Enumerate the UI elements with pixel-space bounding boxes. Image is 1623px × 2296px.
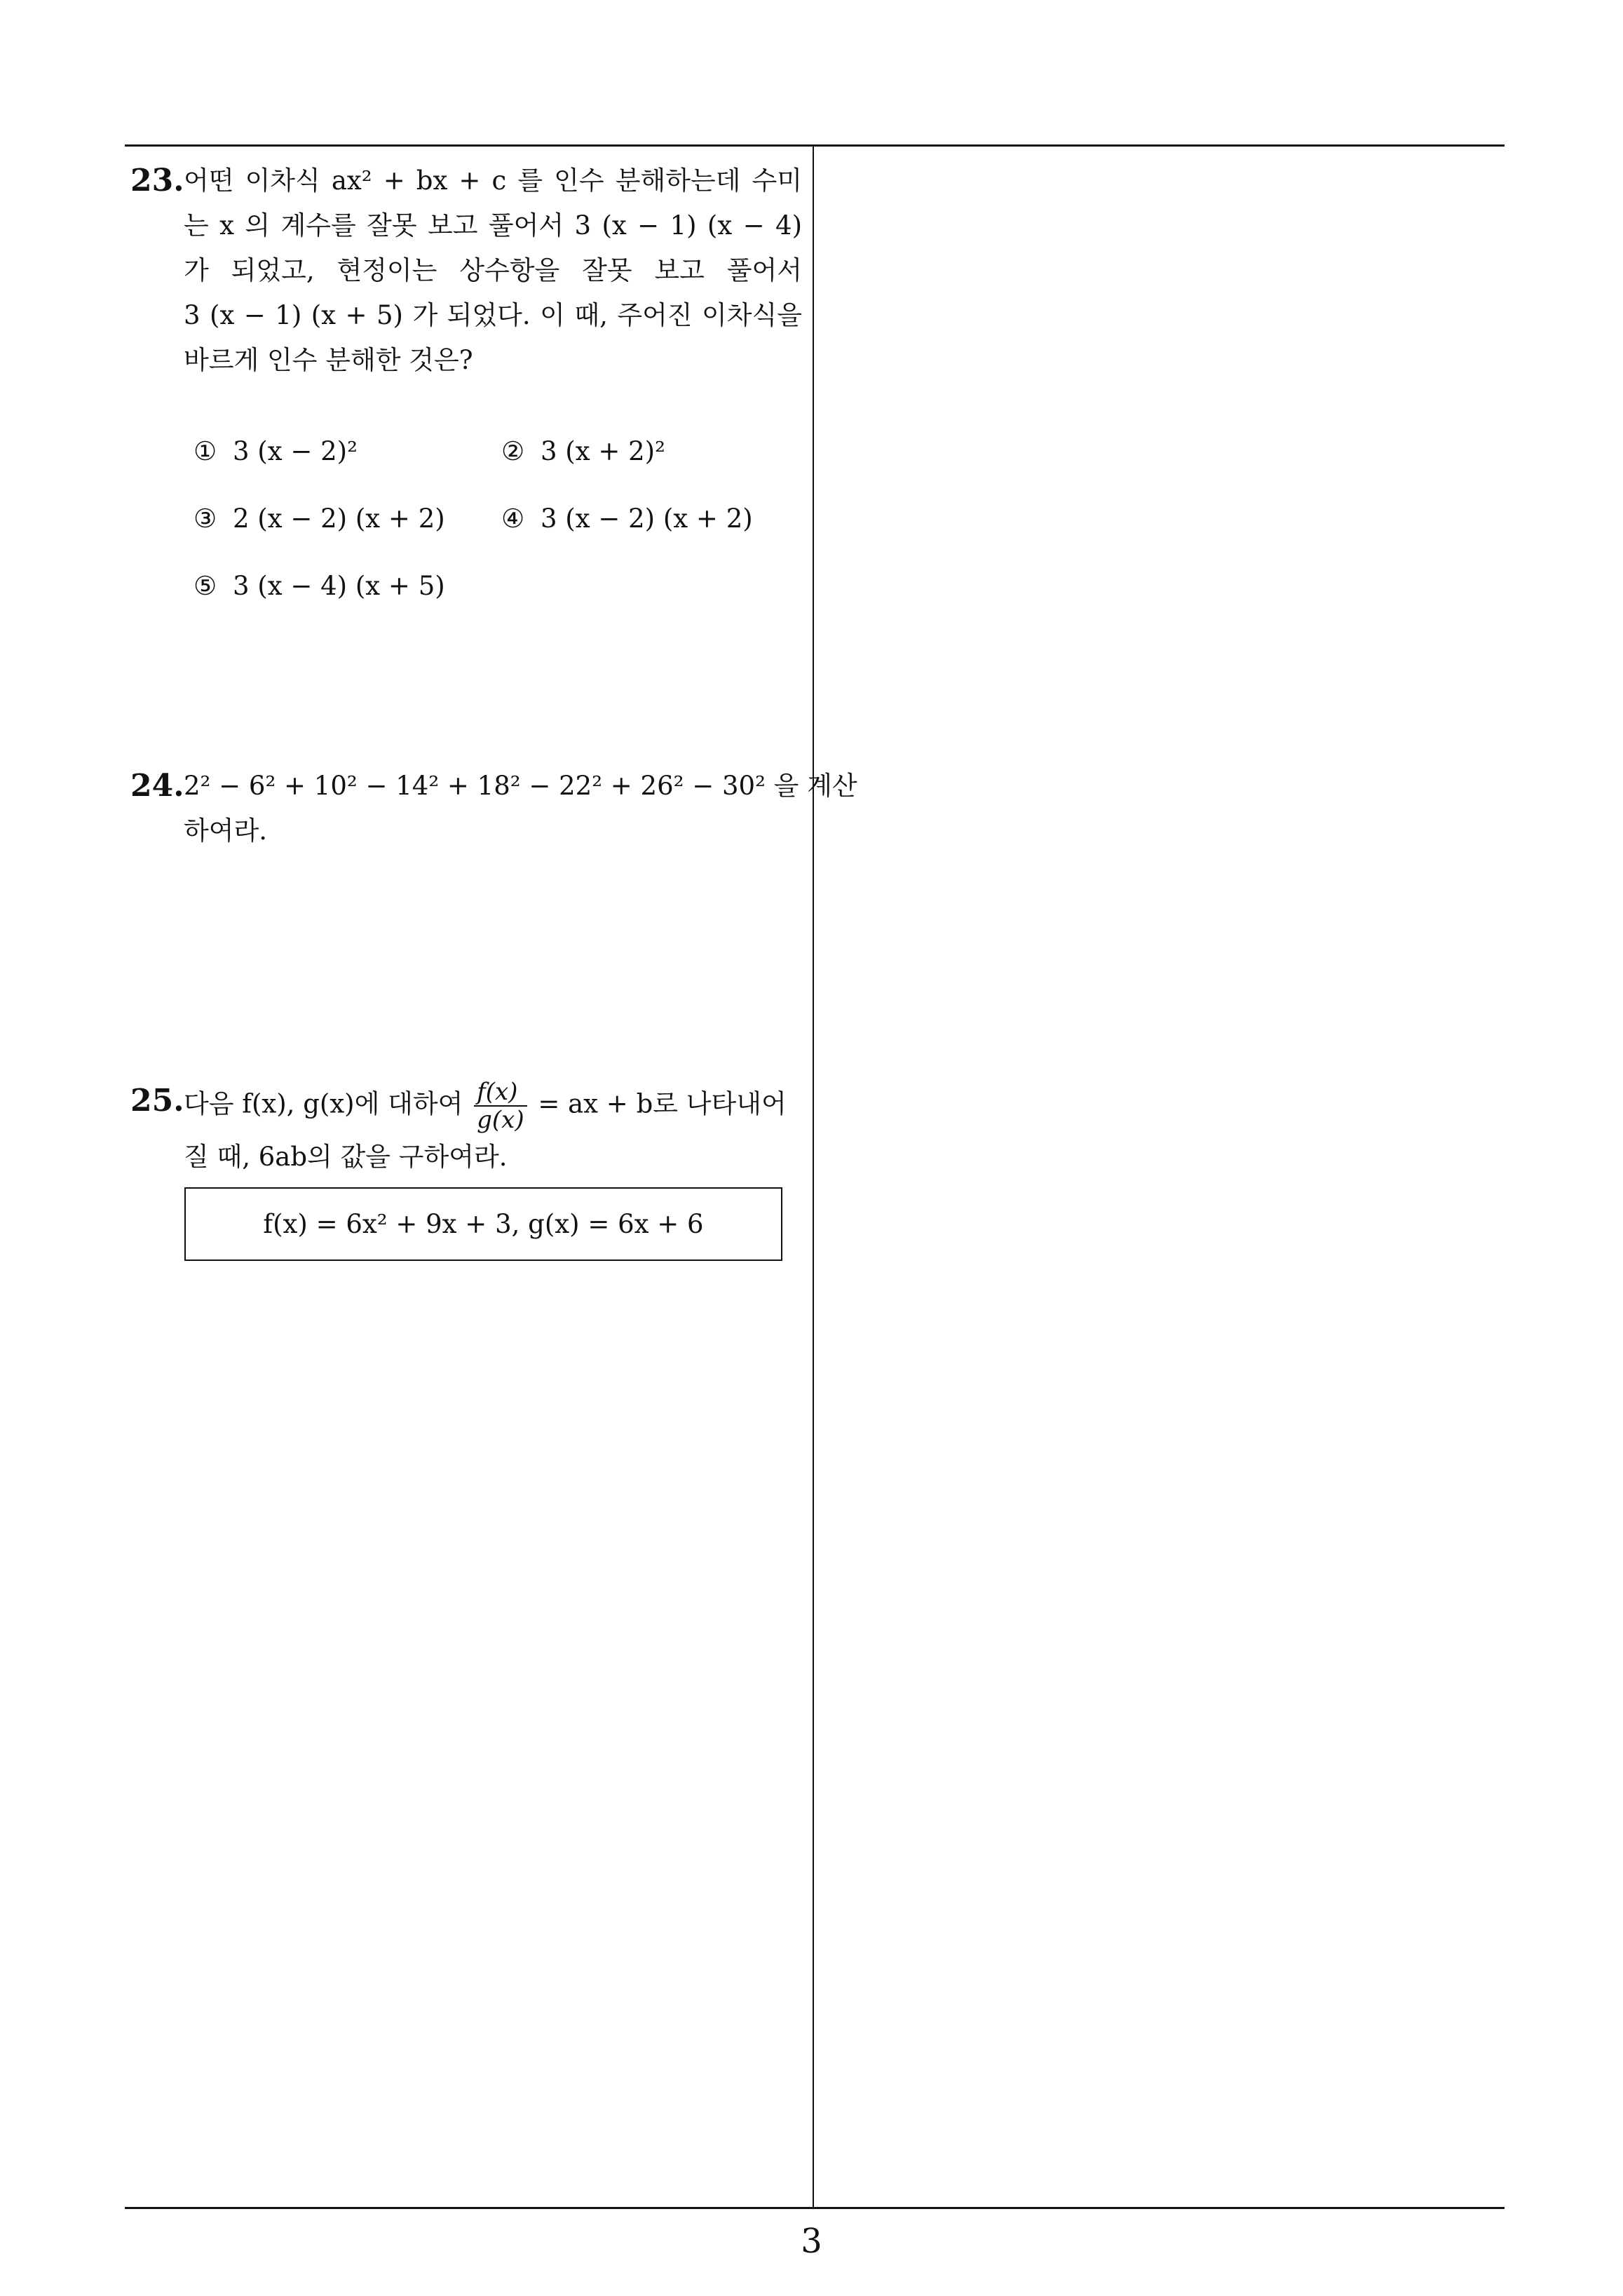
fraction <box>474 1079 527 1133</box>
choice-mark: ① <box>193 436 217 466</box>
question-line: 하여라. <box>184 816 267 846</box>
column-divider <box>813 144 814 2209</box>
page-number: 3 <box>801 2222 822 2261</box>
question-text-part: 다음 f(x), g(x)에 대하여 <box>184 1088 463 1119</box>
choice-mark: ② <box>501 436 525 466</box>
question-25 <box>130 1079 802 1191</box>
choice-mark: ③ <box>193 504 217 534</box>
fraction-denominator: g(x) <box>477 1106 524 1134</box>
choice-text: 3 (x − 4) (x + 5) <box>233 571 445 601</box>
choice-text: 3 (x − 2)² <box>233 436 358 466</box>
question-line: 바르게 인수 분해한 것은? <box>184 345 473 375</box>
question-line: 질 때, 6ab의 값을 구하여라. <box>184 1142 508 1172</box>
question-line: 2² − 6² + 10² − 14² + 18² − 22² + 26² − 30² 을 계산 <box>184 771 857 801</box>
question-number: 25. <box>130 1083 184 1119</box>
question-text <box>184 158 802 383</box>
choice-text: 3 (x − 2) (x + 2) <box>541 504 753 534</box>
question-24 <box>130 764 857 862</box>
question-number: 23. <box>130 163 184 198</box>
question-line: 가 되었고, 현정이는 상수항을 잘못 보고 풀어서 <box>184 255 802 285</box>
fraction-numerator: f(x) <box>474 1079 527 1107</box>
question-23 <box>130 158 802 607</box>
choice-3 <box>193 499 445 539</box>
choice-mark: ④ <box>501 504 525 534</box>
top-rule <box>125 144 1505 147</box>
choice-5 <box>193 567 445 606</box>
question-line: 3 (x − 1) (x + 5) 가 되었다. 이 때, 주어진 이차식을 <box>184 300 802 330</box>
given-functions-text: f(x) = 6x² + 9x + 3, g(x) = 6x + 6 <box>263 1209 704 1239</box>
question-text-part: = ax + b로 나타내어 <box>538 1088 787 1119</box>
question-text <box>184 764 857 853</box>
choice-mark: ⑤ <box>193 571 217 601</box>
question-number: 24. <box>130 768 184 804</box>
choice-4 <box>501 499 753 539</box>
given-functions-box <box>184 1187 782 1261</box>
choice-text: 3 (x + 2)² <box>541 436 665 466</box>
bottom-rule <box>125 2207 1505 2209</box>
question-line: 어떤 이차식 ax² + bx + c 를 인수 분해하는데 수미 <box>184 166 802 196</box>
question-text <box>184 1079 802 1181</box>
choice-text: 2 (x − 2) (x + 2) <box>233 504 445 534</box>
question-line: 는 x 의 계수를 잘못 보고 풀어서 3 (x − 1) (x − 4) <box>184 210 802 241</box>
choice-1 <box>193 432 358 471</box>
choice-2 <box>501 432 665 471</box>
question-line <box>184 1079 802 1133</box>
